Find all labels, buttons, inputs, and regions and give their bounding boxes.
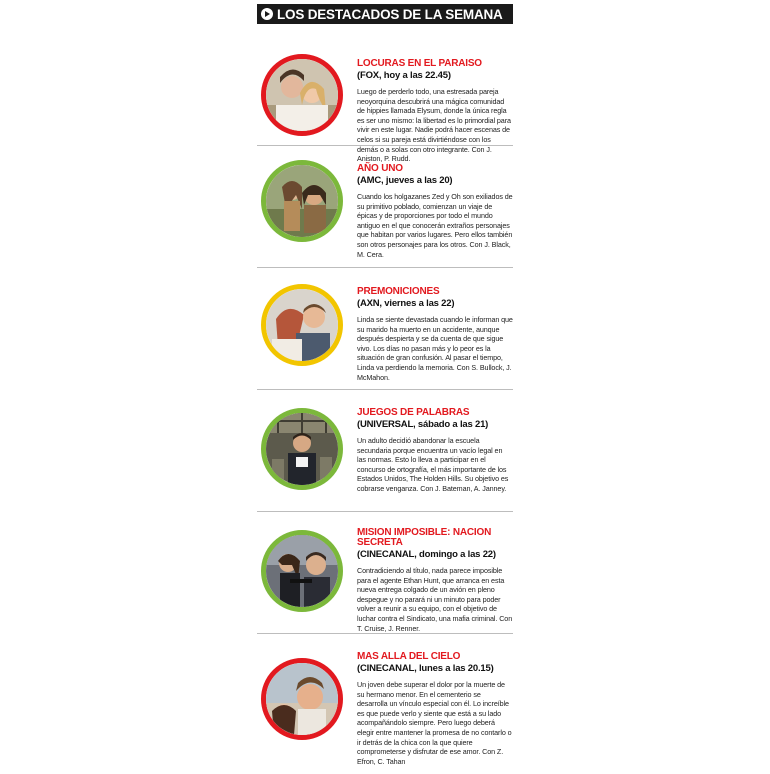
movie-description: Un adulto decidió abandonar la escuela secundaria porque encuentra un vacío legal en las normas. Esto lo lleva a participar en el concurso de ortografía, el más importante de los Estados Unidos, The Holden Hills. Su objetivo es cobrarse venganza. Con J. Bateman, A. Janney. [357,436,509,493]
movie-title: PREMONICIONES [357,286,440,297]
movie-entry [257,24,513,164]
movie-description: Un joven debe superar el dolor por la muerte de su hermano menor. En el cementerio se desarrolla un vínculo especial con él. Lo increíble es que puede verlo y siente que está a su lado acompañándolo siempre. Pero luego deberá elegir entre mantener la promesa de no contarlo o ir detrás de la chica con la que quiere comprometerse y disfrutar de ese amor. Con Z. Efron, C. Tahan [357,680,512,766]
movie-title: AÑO UNO [357,163,403,174]
arrow-right-icon [261,8,273,20]
movie-title: MISION IMPOSIBLE: NACION SECRETA [357,527,492,548]
movie-photo [261,658,343,740]
movie-title: MAS ALLA DEL CIELO [357,651,461,662]
movie-schedule: (FOX, hoy a las 22.45) [357,70,451,81]
movie-entry [257,390,513,512]
movie-photo [261,160,343,242]
movie-description: Linda se siente devastada cuando le informan que su marido ha muerto en un accidente, aunque después despierta y se da cuenta de que sigue vivo. Los días no pasan más y lo peor es la situación de gran confusión. Al pasar el tiempo, Linda va perdiendo la memoria. Con S. Bullock, J. McMahon. [357,315,513,382]
section-header [257,4,513,24]
movie-title: LOCURAS EN EL PARAISO [357,58,482,69]
movie-description: Cuando los holgazanes Zed y Oh son exiliados de su primitivo poblado, comienzan un viaje de épicas y de proporciones por todo el mundo antiguo en el que conocerán extraños personajes que habitan por varios lugares. Pero ellos también son otros personajes para los otros. Con J. Black, M. Cera. [357,192,513,259]
movie-schedule: (AXN, viernes a las 22) [357,298,455,309]
movie-schedule: (CINECANAL, domingo a las 22) [357,549,496,560]
movie-schedule: (AMC, jueves a las 20) [357,175,453,186]
movie-schedule: (UNIVERSAL, sábado a las 21) [357,419,489,430]
highlights-column [257,4,513,774]
movie-photo [261,284,343,366]
movie-entry [257,634,513,774]
section-title: LOS DESTACADOS DE LA SEMANA [277,6,503,22]
movie-photo [261,408,343,490]
movie-entry [257,146,513,268]
movie-description: Contradiciendo al título, nada parece imposible para el agente Ethan Hunt, que arranca en esta nueva entrega colgado de un avión en pleno despegue y no parará ni un minuto para poder volver a reunir a su equipo, con el objetivo de luchar contra el Sindicato, una mafia criminal. Con T. Cruise, J. Renner. [357,566,513,633]
movie-entry [257,268,513,390]
movie-title: JUEGOS DE PALABRAS [357,407,470,418]
movie-entry [257,512,513,634]
movie-schedule: (CINECANAL, lunes a las 20.15) [357,663,494,674]
movie-photo [261,54,343,136]
movie-photo [261,530,343,612]
movie-description: Luego de perderlo todo, una estresada pareja neoyorquina descubrirá una mágica comunidad de hippies llamada Elysum, donde la única regla es ser uno mismo: la libertad es lo primordial para vivir en este lugar. Nadie podrá hacer escenas de celos si su pareja está divirtiéndose con los demás o a solas con otro integrante. Con J. Aniston, P. Rudd. [357,87,511,164]
